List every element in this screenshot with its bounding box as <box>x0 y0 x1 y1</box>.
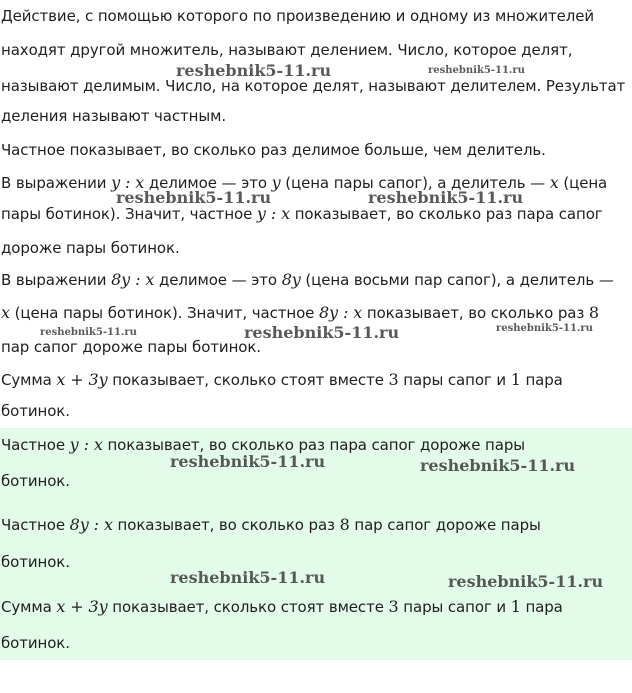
text-line: пар сапог дороже пары ботинок. <box>1 338 261 356</box>
answer-line: Сумма x + 3y показывает, сколько стоят вместе 3 пары сапог и 1 пара <box>1 597 563 616</box>
watermark: reshebnik5-11.ru <box>428 65 525 76</box>
watermark: reshebnik5-11.ru <box>420 456 576 475</box>
answer-line: ботинок. <box>1 472 70 490</box>
watermark: reshebnik5-11.ru <box>448 572 604 591</box>
text-line: Частное показывает, во сколько раз делимое больше, чем делитель. <box>1 141 546 159</box>
answer-line: ботинок. <box>1 553 70 571</box>
watermark: reshebnik5-11.ru <box>116 188 272 207</box>
watermark: reshebnik5-11.ru <box>170 452 326 471</box>
watermark: reshebnik5-11.ru <box>244 323 400 342</box>
watermark: reshebnik5-11.ru <box>176 61 332 80</box>
text-line: Действие, с помощью которого по произведению и одному из множителей <box>1 7 595 25</box>
text-line: деления называют частным. <box>1 107 227 125</box>
text-line: Сумма x + 3y показывает, сколько стоят вместе 3 пары сапог и 1 пара <box>1 370 563 389</box>
watermark: reshebnik5-11.ru <box>170 568 326 587</box>
answer-line: Частное y : x показывает, во сколько раз пара сапог дороже пары <box>1 435 525 454</box>
text-line: x (цена пары ботинок). Значит, частное 8y : x показывает, во сколько раз 8 <box>1 303 600 322</box>
answer-line: ботинок. <box>1 634 70 652</box>
text-line: пары ботинок). Значит, частное y : x показывает, во сколько раз пара сапог <box>1 204 603 223</box>
text-line: называют делимым. Число, на которое делят, называют делителем. Результат <box>1 77 626 95</box>
text-line: В выражении y : x делимое — это y (цена пары сапог), а делитель — x (цена <box>1 173 608 192</box>
watermark: reshebnik5-11.ru <box>496 323 593 334</box>
text-line: В выражении 8y : x делимое — это 8y (цена восьми пар сапог), а делитель — <box>1 270 614 289</box>
answer-line: Частное 8y : x показывает, во сколько раз 8 пар сапог дороже пары <box>1 515 541 534</box>
watermark: reshebnik5-11.ru <box>368 188 524 207</box>
text-line: дороже пары ботинок. <box>1 239 180 257</box>
text-line: ботинок. <box>1 402 70 420</box>
watermark: reshebnik5-11.ru <box>40 327 137 338</box>
text-line: находят другой множитель, называют делением. Число, которое делят, <box>1 41 573 59</box>
